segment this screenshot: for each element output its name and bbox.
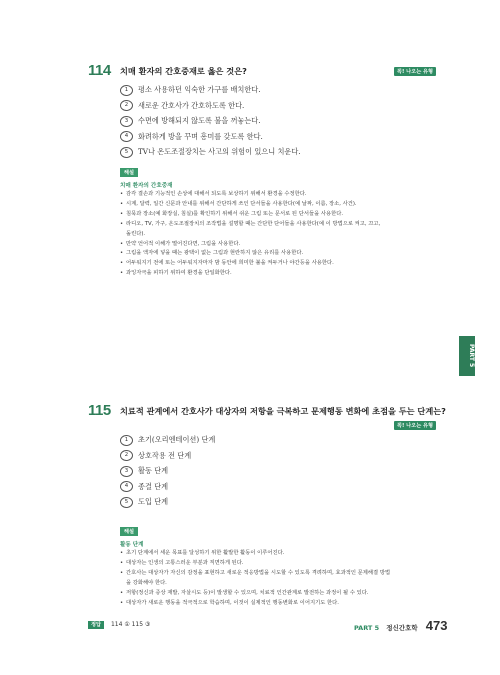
option-text: TV나 온도조절장치는 사고의 위험이 있으니 치운다. xyxy=(138,147,301,156)
explanation-line: • 간호사는 대상자가 자신의 감정을 표현하고 새로운 적응방법을 시도할 수 있도록 격려하며, 효과적인 문제해결 방법 xyxy=(120,569,390,579)
explanation-line: • 감각 결손과 기능적인 손상에 대해서 되도록 보상하기 위해서 환경을 수정한다. xyxy=(120,190,380,200)
explanation-title: 치매 환자의 간호중재 xyxy=(120,183,173,189)
question-115-text: 치료적 관계에서 간호사가 대상자의 저항을 극복하고 문제행동 변화에 초점을 두는 단계는? xyxy=(120,406,446,416)
explanation-line: • 초기 단계에서 세운 목표를 달성하기 위한 활발한 활동이 이루어진다. xyxy=(120,549,390,559)
explanation-line: • 시계, 달력, 일간 신문과 안내를 위해서 간단하게 쓰인 단서들을 사용한다(예 날짜, 이름, 장소, 사건). xyxy=(120,200,380,210)
answer-option xyxy=(120,432,215,448)
explanation-line: • 침묵과 장소(예 화장실, 침실)를 확인하기 위해서 쉬운 그림 또는 문서로 된 단서들을 사용한다. xyxy=(120,210,380,220)
answer-option xyxy=(120,463,215,479)
answer-footer xyxy=(88,621,150,628)
explanation-line: • 대상자가 새로운 행동을 적극적으로 학습하며, 이것이 실제적인 행동변화로 이어지기도 한다. xyxy=(120,599,390,609)
option-number: 2 xyxy=(120,100,133,111)
part-side-tab: PART 5 xyxy=(459,336,475,376)
explanation-list xyxy=(120,190,380,279)
option-number: 4 xyxy=(120,131,133,142)
explanation-title: 활동 단계 xyxy=(120,542,144,548)
option-number: 2 xyxy=(120,450,133,461)
answer-option xyxy=(120,144,301,160)
question-114-tag: 꼭! 나오는 유형 xyxy=(394,67,436,76)
explanation-line: • 과잉자극을 피하기 위하여 환경을 단일화한다. xyxy=(120,269,380,279)
answer-label: 정답 xyxy=(88,621,104,629)
explanation-line: 을 강화해야 한다. xyxy=(126,579,167,586)
option-text: 상호작용 전 단계 xyxy=(138,450,192,460)
question-115-number: 115 xyxy=(88,402,111,419)
question-115-tag: 꼭! 나오는 유형 xyxy=(394,421,436,430)
explanation-badge: 해설 xyxy=(120,527,138,536)
explanation-line: • 그림을 액자에 넣을 때는 광택이 없는 그림과 현란하지 않은 유리를 사용한다. xyxy=(120,249,380,259)
option-text: 초기(오리엔테이션) 단계 xyxy=(138,435,216,444)
explanation-list xyxy=(120,549,390,608)
option-number: 5 xyxy=(120,497,133,508)
option-text: 활동 단계 xyxy=(138,466,169,475)
explanation-line: • 대상자는 인생의 고통스러운 부분과 직면하게 된다. xyxy=(120,559,390,569)
option-number: 1 xyxy=(120,85,133,96)
option-text: 평소 사용하던 익숙한 가구를 배치한다. xyxy=(138,85,261,94)
page-footer xyxy=(354,615,447,634)
explanation-line: • 어두워지기 전에 또는 어두워지자마자 밤 동안에 희미한 불을 켜두거나 야간등을 사용한다. xyxy=(120,259,380,269)
answer-option xyxy=(120,129,301,145)
explanation-line: • 저항(정신과 증상 재발, 자살시도 등)이 발생할 수 있으며, 치료적 인간관계로 발전하는 과정이 될 수 있다. xyxy=(120,589,390,599)
explanation-line: • 만약 언어적 이해가 떨어진다면, 그림을 사용한다. xyxy=(120,240,380,250)
option-number: 5 xyxy=(120,147,133,158)
option-text: 화려하게 방을 꾸며 흥미를 갖도록 한다. xyxy=(138,131,263,141)
answer-option xyxy=(120,113,301,129)
answer-option xyxy=(120,98,301,114)
explanation-line: • 라디오, TV, 가구, 온도조절장치의 조작법을 설명할 때는 간단한 단어들을 사용한다(예 이 방법으로 켜고, 끄고, xyxy=(120,220,380,230)
option-text: 새로운 간호사가 간호하도록 한다. xyxy=(138,100,245,110)
question-114-number: 114 xyxy=(88,62,111,79)
question-114-text: 치매 환자의 간호중재로 옳은 것은? xyxy=(120,66,247,76)
question-115-options xyxy=(120,432,215,510)
explanation-line: 돌린다). xyxy=(126,230,146,237)
answer-option xyxy=(120,494,215,510)
footer-section: 정신간호학 xyxy=(386,624,418,632)
answer-option xyxy=(120,82,301,98)
option-number: 3 xyxy=(120,116,133,127)
answer-option xyxy=(120,448,215,464)
option-text: 도입 단계 xyxy=(138,497,169,506)
option-number: 1 xyxy=(120,435,133,446)
option-text: 수면에 방해되지 않도록 불을 꺼놓는다. xyxy=(138,116,261,125)
option-number: 4 xyxy=(120,481,133,492)
answer-option xyxy=(120,479,215,495)
explanation-badge: 해설 xyxy=(120,168,138,177)
footer-part: PART 5 xyxy=(354,624,380,632)
question-115-explanation xyxy=(120,518,390,608)
question-114-explanation xyxy=(120,159,380,279)
page-number: 473 xyxy=(425,618,448,633)
option-number: 3 xyxy=(120,466,133,477)
option-text: 종결 단계 xyxy=(138,481,169,491)
question-114-options xyxy=(120,82,301,160)
answer-values: 114 ① 115 ③ xyxy=(110,621,151,628)
